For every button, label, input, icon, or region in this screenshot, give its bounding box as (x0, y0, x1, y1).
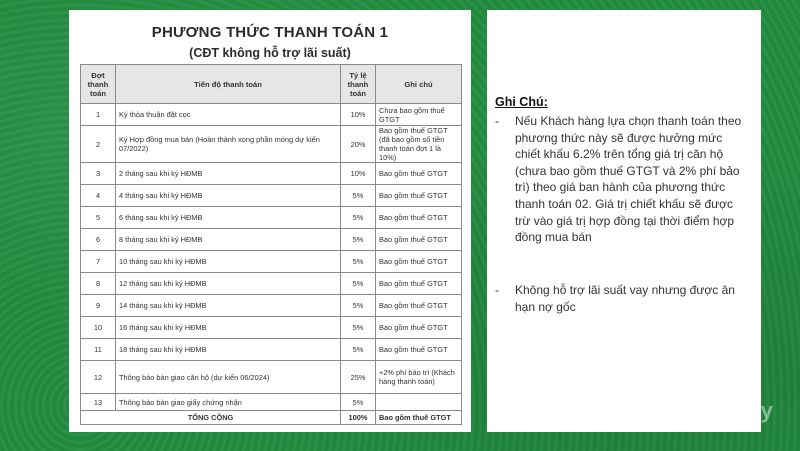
cell-installment: 13 (81, 394, 116, 411)
cell-progress: 12 tháng sau khi ký HĐMB (116, 273, 341, 295)
cell-progress: 2 tháng sau khi ký HĐMB (116, 163, 341, 185)
cell-progress: Ký Hợp đồng mua bán (Hoàn thành xong phần móng dự kiến 07/2022) (116, 126, 341, 163)
cell-note: Bao gồm thuế GTGT (376, 185, 462, 207)
cell-rate: 5% (341, 229, 376, 251)
table-total-row (81, 411, 462, 425)
note-item (495, 282, 745, 315)
table-row (81, 185, 462, 207)
table-header-row (81, 65, 462, 104)
cell-note: Bao gồm thuế GTGT (376, 273, 462, 295)
header-note: Ghi chú (376, 65, 462, 104)
cell-installment: 6 (81, 229, 116, 251)
total-note: Bao gồm thuế GTGT (376, 411, 462, 425)
cell-rate: 5% (341, 185, 376, 207)
cell-installment: 1 (81, 104, 116, 126)
cell-installment: 12 (81, 361, 116, 394)
cell-progress: Thông báo bàn giao giấy chứng nhận (116, 394, 341, 411)
cell-installment: 5 (81, 207, 116, 229)
cell-rate: 25% (341, 361, 376, 394)
cell-note: Bao gồm thuế GTGT (376, 229, 462, 251)
cell-progress: 10 tháng sau khi ký HĐMB (116, 251, 341, 273)
cell-rate: 5% (341, 207, 376, 229)
payment-table-panel (69, 10, 471, 432)
cell-installment: 8 (81, 273, 116, 295)
table-row (81, 394, 462, 411)
cell-rate: 5% (341, 317, 376, 339)
cell-note: Bao gồm thuế GTGT (376, 317, 462, 339)
total-rate: 100% (341, 411, 376, 425)
table-row (81, 361, 462, 394)
cell-progress: 16 tháng sau khi ký HĐMB (116, 317, 341, 339)
payment-schedule-table (80, 64, 462, 425)
cell-installment: 4 (81, 185, 116, 207)
cell-note: Bao gồm thuế GTGT (đã bao gồm số tiền thanh toán đợt 1 là 10%) (376, 126, 462, 163)
cell-progress: 6 tháng sau khi ký HĐMB (116, 207, 341, 229)
table-row (81, 273, 462, 295)
note-dash: - (495, 283, 499, 297)
header-rate: Tỷ lệ thanh toán (341, 65, 376, 104)
cell-rate: 5% (341, 394, 376, 411)
notes-panel (487, 10, 761, 432)
cell-rate: 10% (341, 163, 376, 185)
cell-progress: 8 tháng sau khi ký HĐMB (116, 229, 341, 251)
table-row (81, 126, 462, 163)
cell-installment: 10 (81, 317, 116, 339)
page-title: PHƯƠNG THỨC THANH TOÁN 1 (151, 24, 389, 41)
cell-progress: Thông báo bàn giao căn hộ (dự kiến 06/2024) (116, 361, 341, 394)
page-subtitle: (CĐT không hỗ trợ lãi suất) (189, 46, 351, 60)
cell-installment: 11 (81, 339, 116, 361)
cell-note (376, 394, 462, 411)
cell-rate: 10% (341, 104, 376, 126)
cell-rate: 5% (341, 251, 376, 273)
cell-note: Bao gồm thuế GTGT (376, 251, 462, 273)
cell-rate: 20% (341, 126, 376, 163)
watermark-logo: edy (735, 398, 773, 423)
note-dash: - (495, 114, 499, 128)
table-row (81, 339, 462, 361)
header-progress: Tiến độ thanh toán (116, 65, 341, 104)
note-text: Không hỗ trợ lãi suất vay nhưng được ân hạn nợ gốc (515, 283, 735, 314)
cell-note: Bao gồm thuế GTGT (376, 207, 462, 229)
cell-installment: 9 (81, 295, 116, 317)
cell-progress: 14 tháng sau khi ký HĐMB (116, 295, 341, 317)
table-row (81, 207, 462, 229)
cell-installment: 2 (81, 126, 116, 163)
cell-installment: 3 (81, 163, 116, 185)
cell-note: +2% phí bảo trì (Khách hàng thanh toán) (376, 361, 462, 394)
table-row (81, 295, 462, 317)
cell-progress: 18 tháng sau khi ký HĐMB (116, 339, 341, 361)
table-row (81, 104, 462, 126)
cell-note: Bao gồm thuế GTGT (376, 163, 462, 185)
cell-progress: Ký thỏa thuận đặt cọc (116, 104, 341, 126)
table-row (81, 251, 462, 273)
watermark-sub: home (735, 422, 756, 431)
table-row (81, 317, 462, 339)
cell-installment: 7 (81, 251, 116, 273)
table-row (81, 229, 462, 251)
cell-progress: 4 tháng sau khi ký HĐMB (116, 185, 341, 207)
header-installment: Đợt thanh toán (81, 65, 116, 104)
table-row (81, 163, 462, 185)
notes-heading: Ghi Chú: (495, 95, 548, 109)
cell-note: Bao gồm thuế GTGT (376, 339, 462, 361)
cell-rate: 5% (341, 273, 376, 295)
cell-note: Bao gồm thuế GTGT (376, 295, 462, 317)
cell-note: Chưa bao gồm thuế GTGT (376, 104, 462, 126)
total-label: TỔNG CỘNG (81, 411, 341, 425)
note-text: Nếu Khách hàng lựa chọn thanh toán theo phương thức này sẽ được hưởng mức chiết khấu 6.2% trên tổng giá trị căn hộ (chưa bao gồm thuế GTGT và 2% phí bảo trì) theo giá ban hành của phương thức thanh toán 02. Giá trị chiết khấu sẽ được trừ vào giá trị hợp đồng tại thời điểm hợp đồng mua bán (515, 114, 742, 245)
note-item (495, 113, 745, 246)
cell-rate: 5% (341, 295, 376, 317)
cell-rate: 5% (341, 339, 376, 361)
